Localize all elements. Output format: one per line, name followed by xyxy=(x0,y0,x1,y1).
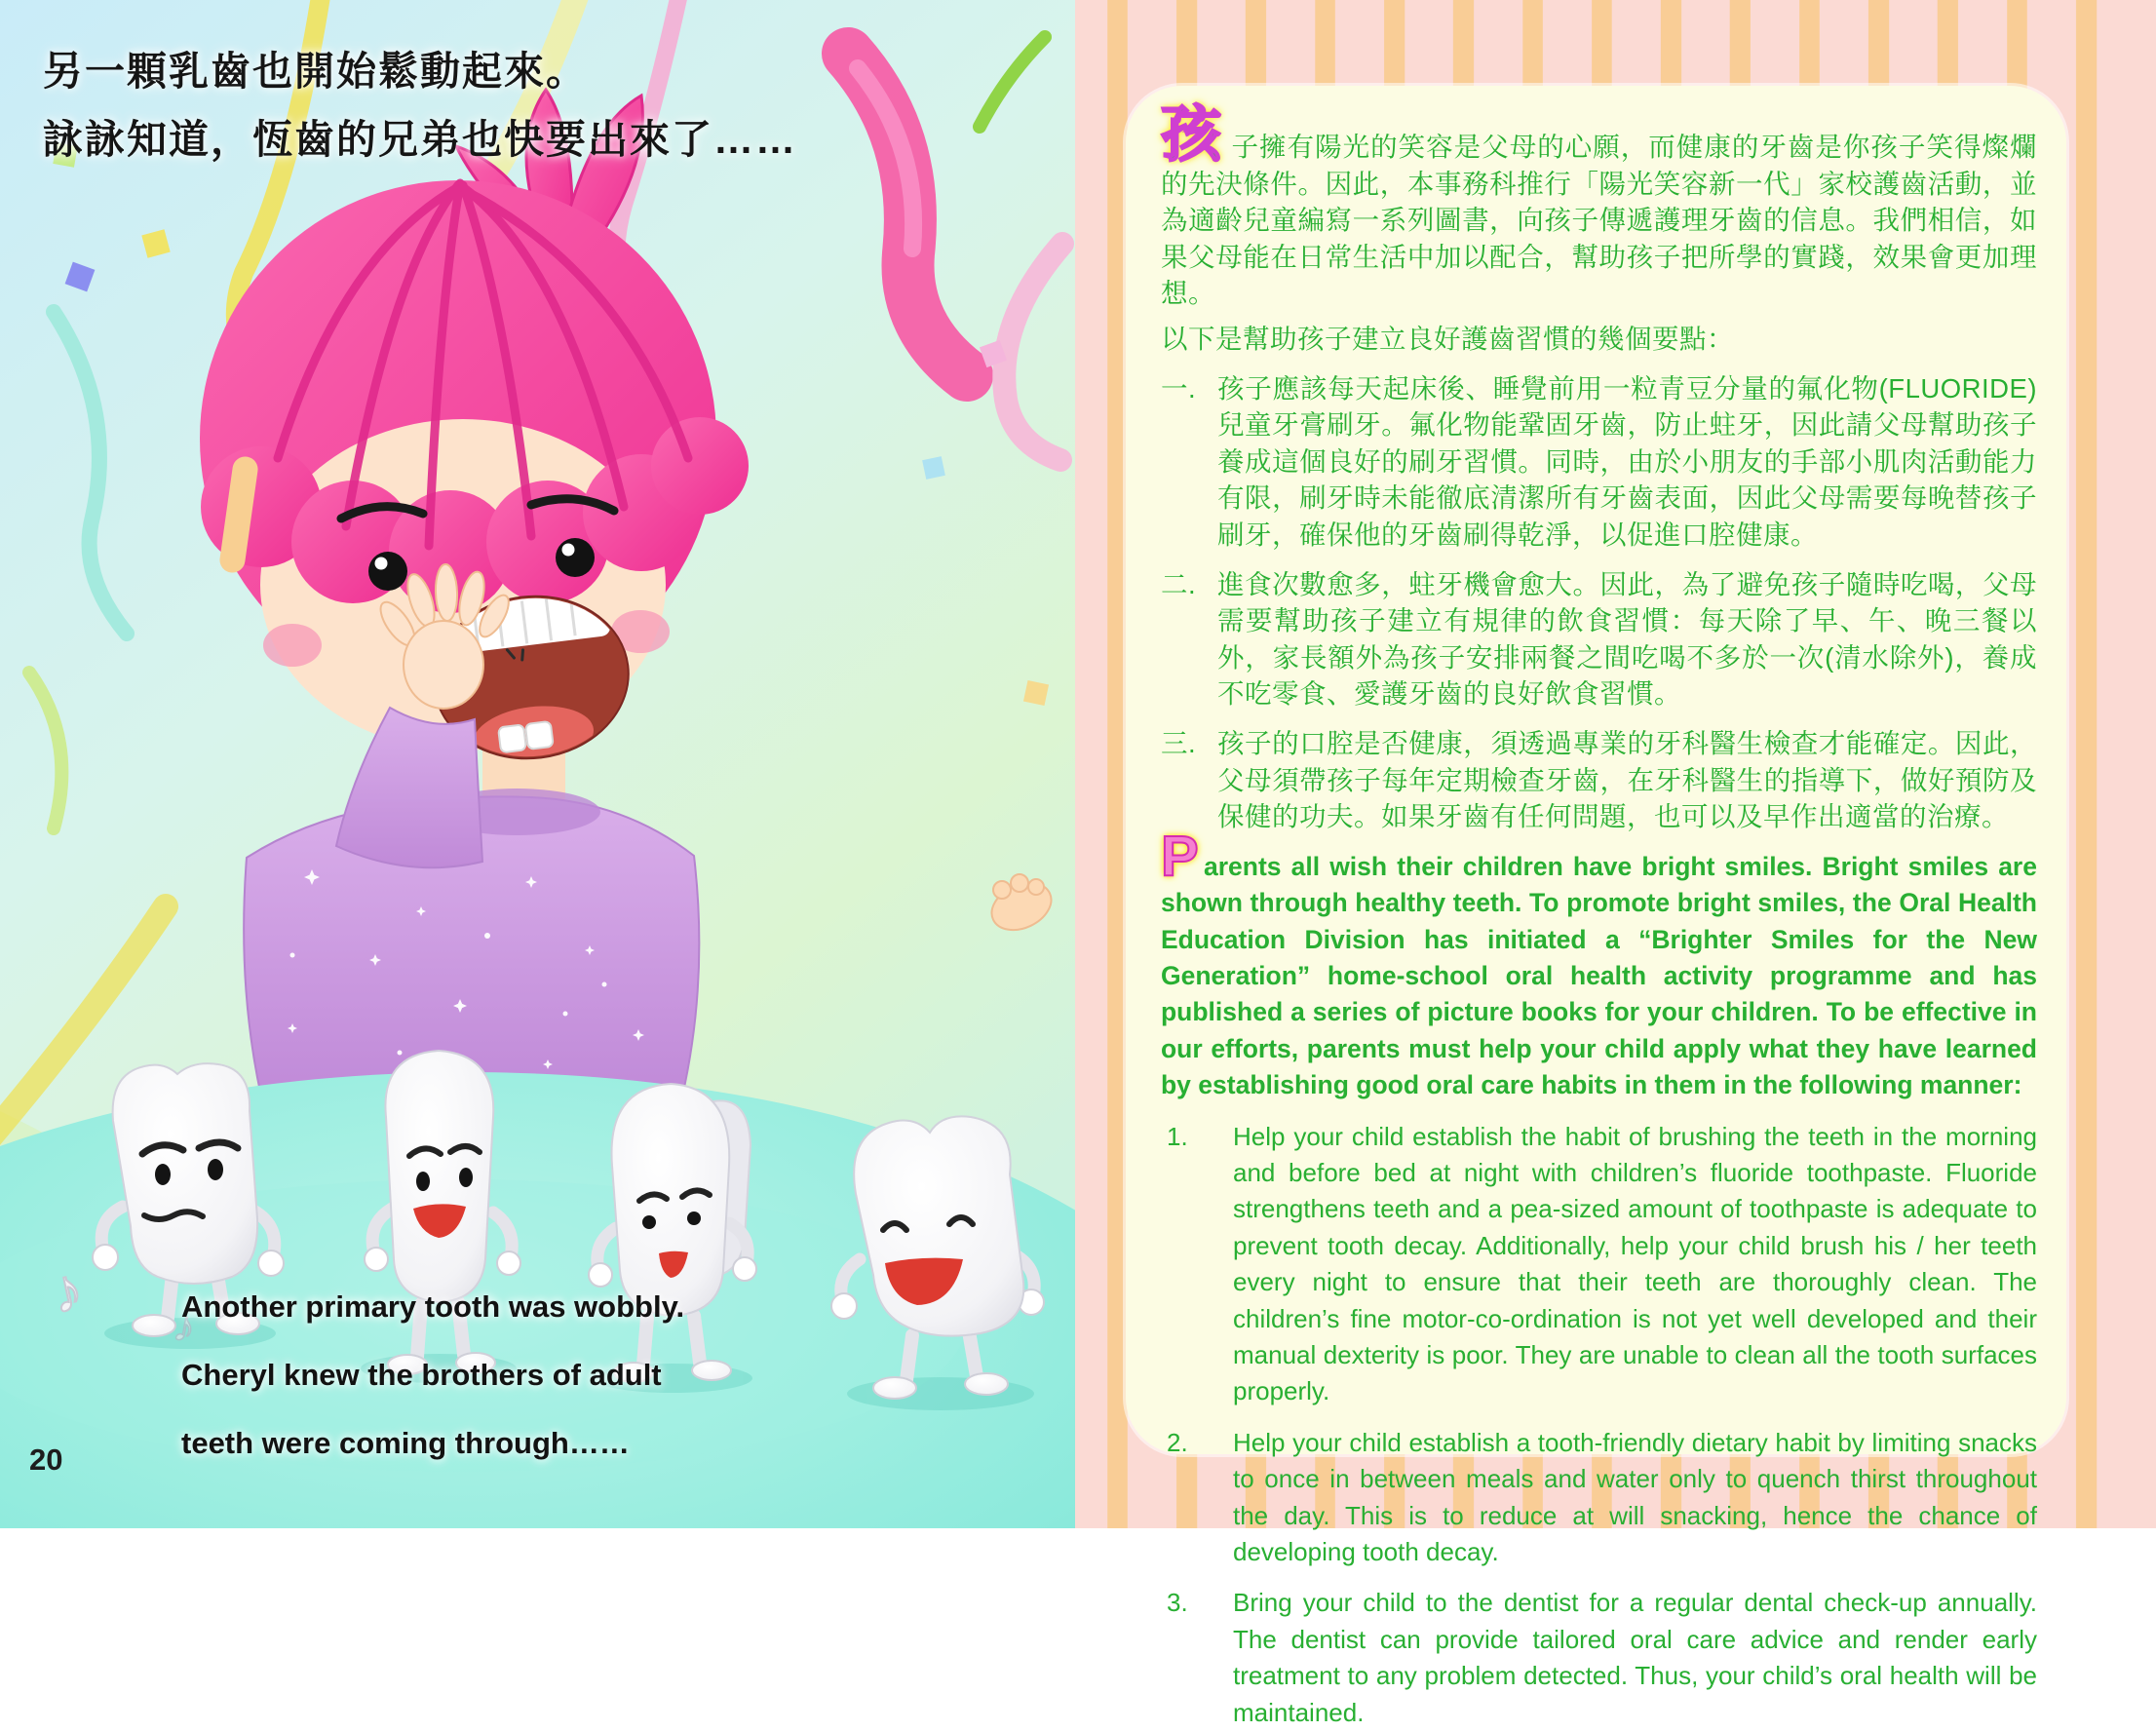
left-page xyxy=(0,0,1075,1528)
chinese-intro-text: 子擁有陽光的笑容是父母的心願，而健康的牙齒是你孩子笑得燦爛的先決條件。因此，本事務科推行「陽光笑容新一代」家校護齒活動，並為適齡兒童編寫一系列圖書，向孩子傳遞護理牙齒的信息。我們相信，如果父母能在日常生活中加以配合，幫助孩子把所學的實踐，效果會更加理想。 xyxy=(1161,132,2037,309)
chinese-item-2-number: 二. xyxy=(1161,568,1197,599)
caption-chinese-line1: 另一顆乳齒也開始鬆動起來。 xyxy=(43,49,588,94)
caption-english-line2: Cheryl knew the brothers of adult xyxy=(181,1358,662,1392)
english-intro-text: arents all wish their children have bright smiles. Bright smiles are shown through healthy teeth. To promote bright smiles, the Oral Health Education Division has initiated a “Brighter Smiles for the New Generation” home-school oral health activity programme and has published a series of picture books for your children. To be effective in our efforts, parents must help your child apply what they have learned by establishing good oral care habits in them in the following manner: xyxy=(1161,851,2037,1100)
chinese-item-1 xyxy=(1161,370,2037,554)
english-dropcap: P xyxy=(1161,824,1199,888)
chinese-dropcap-wrap xyxy=(1161,101,1231,169)
chinese-item-3 xyxy=(1161,725,2037,835)
caption-english-line3: teeth were coming through…… xyxy=(181,1426,630,1460)
right-page xyxy=(1075,0,2156,1727)
girl-blush-left xyxy=(263,624,322,667)
english-item-3-number: 3. xyxy=(1167,1588,1188,1618)
chinese-item-2 xyxy=(1161,566,2037,712)
caption-chinese xyxy=(43,37,797,173)
english-item-2-text: Help your child establish a tooth-friendly dietary habit by limiting snacks to once in between meals and water only to quench thirst throughout the day. This is to reduce at will snacking, hence the chance of developing tooth decay. xyxy=(1233,1427,2037,1566)
caption-english-line1: Another primary tooth was wobbly. xyxy=(181,1289,685,1324)
english-item-3 xyxy=(1161,1585,2037,1731)
english-item-1 xyxy=(1161,1119,2037,1410)
chinese-lead-line: 以下是幫助孩子建立良好護齒習慣的幾個要點： xyxy=(1161,323,1734,354)
chinese-intro-paragraph xyxy=(1161,101,2037,312)
chinese-item-1-number: 一. xyxy=(1161,372,1197,404)
chinese-item-2-text: 進食次數愈多，蛀牙機會愈大。因此，為了避免孩子隨時吃喝，父母需要幫助孩子建立有規律的飲食習慣：每天除了早、午、晚三餐以外，家長額外為孩子安排兩餐之間吃喝不多於一次(清水除外)，養成不吃零食、愛護牙齒的良好飲食習慣。 xyxy=(1217,568,2037,710)
english-item-1-text: Help your child establish the habit of brushing the teeth in the morning and before bed at night with children’s fluoride toothpaste. Fluoride strengthens teeth and a pea-sized amount of toothpaste is adequate to prevent tooth decay. Additionally, help your child brush his / her teeth every night to ensure that their teeth are thoroughly clean. The children’s fine motor-co-ordination is not yet well developed and their manual dexterity is poor. They are unable to clean all the tooth surfaces properly. xyxy=(1233,1121,2037,1406)
english-item-1-number: 1. xyxy=(1167,1121,1188,1151)
chinese-item-3-text: 孩子的口腔是否健康，須透過專業的牙科醫生檢查才能確定。因此，父母須帶孩子每年定期檢查牙齒，在牙科醫生的指導下，做好預防及保健的功夫。如果牙齒有任何問題，也可以及早作出適當的治療。 xyxy=(1217,727,2037,832)
english-item-3-text: Bring your child to the dentist for a regular dental check-up annually. The dentist can provide tailored oral care advice and render early treatment to any problem detected. Thus, your child’s oral health will be maintained. xyxy=(1233,1588,2037,1727)
chinese-item-3-number: 三. xyxy=(1161,727,1197,758)
chinese-dropcap: 孩 xyxy=(1161,101,1222,169)
english-item-2-number: 2. xyxy=(1167,1427,1188,1457)
english-intro-paragraph xyxy=(1161,824,2037,1104)
caption-english xyxy=(181,1273,684,1478)
caption-chinese-line2: 詠詠知道，恆齒的兄弟也快要出來了…… xyxy=(43,117,797,162)
parents-note-box xyxy=(1126,86,2066,1727)
page-number: 20 xyxy=(29,1442,63,1477)
svg-text:♪: ♪ xyxy=(45,1254,90,1327)
chinese-item-1-text: 孩子應該每天起床後、睡覺前用一粒青豆分量的氟化物(FLUORIDE)兒童牙膏刷牙。氟化物能鞏固牙齒，防止蛀牙，因此請父母幫助孩子養成這個良好的刷牙習慣。同時，由於小朋友的手部小肌肉活動能力有限，刷牙時未能徹底清潔所有牙齒表面，因此父母需要每晚替孩子刷牙，確保他的牙齒刷得乾淨，以促進口腔健康。 xyxy=(1217,372,2037,550)
english-dropcap-wrap xyxy=(1161,824,1204,888)
english-item-2 xyxy=(1161,1425,2037,1571)
